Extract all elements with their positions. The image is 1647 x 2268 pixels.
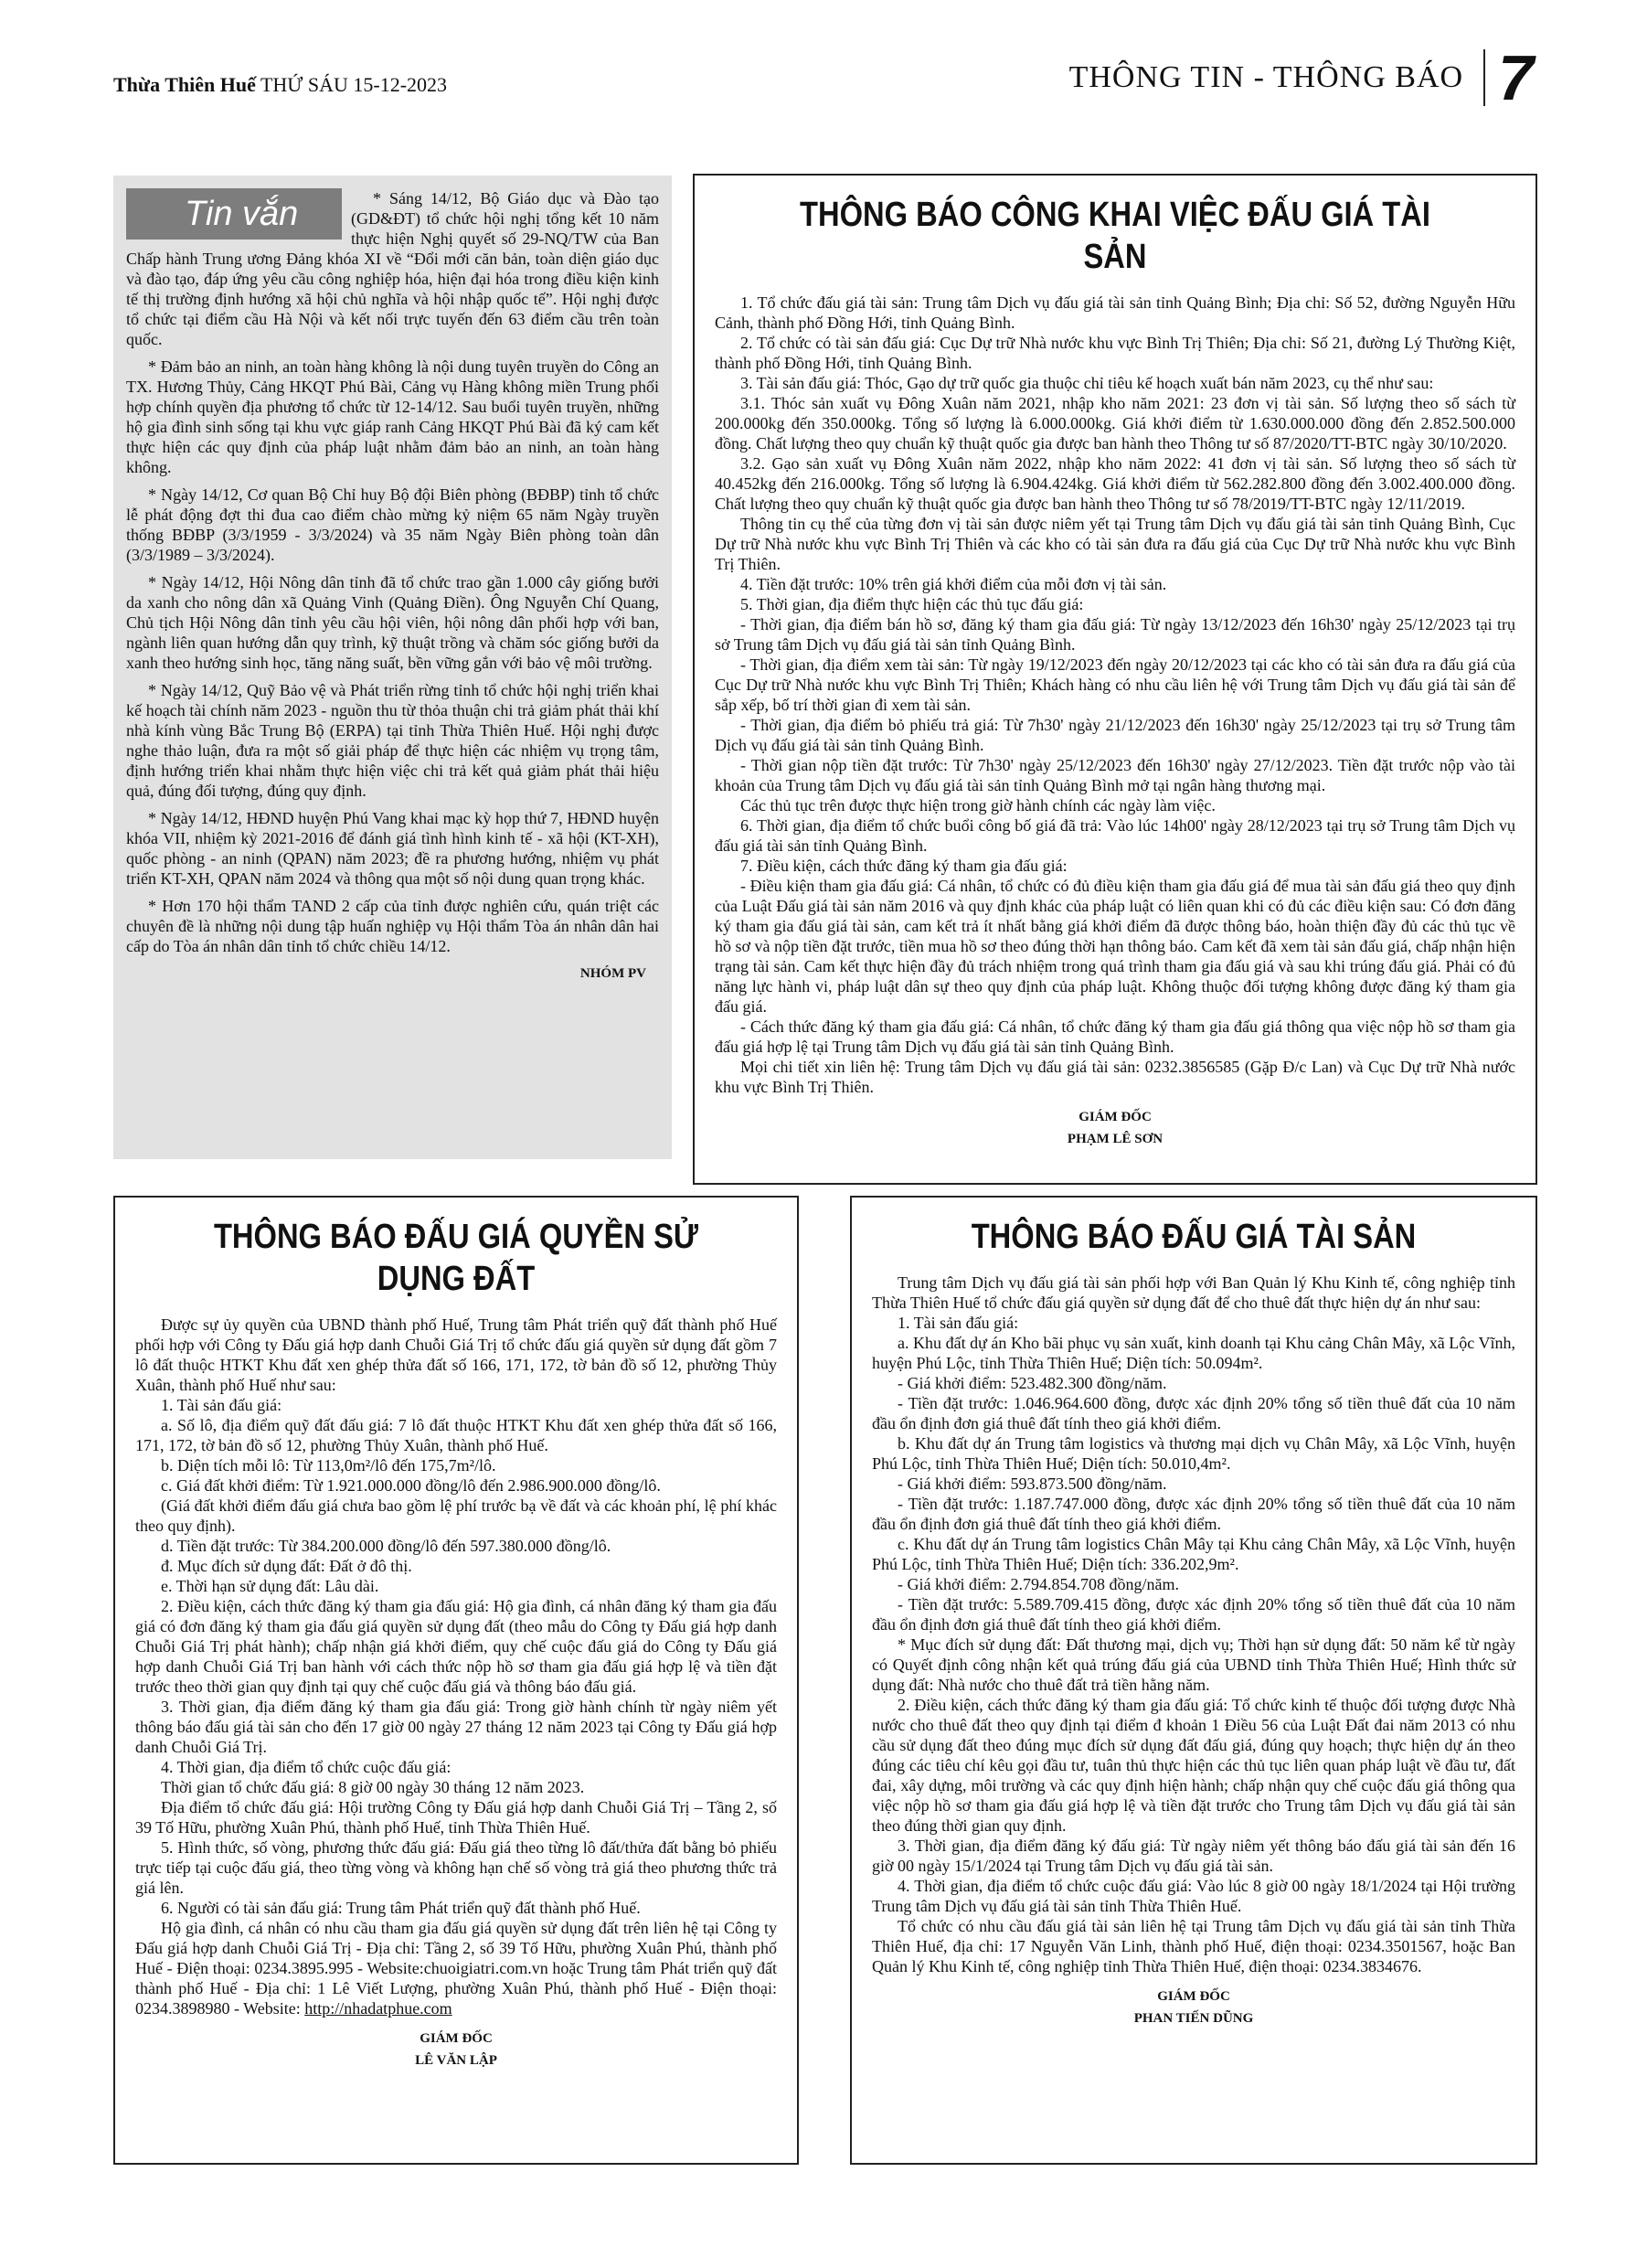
notice-body <box>135 1315 777 2018</box>
brief-item: * Ngày 14/12, Hội Nông dân tỉnh đã tổ chức trao gần 1.000 cây giống bưởi da xanh cho nông dân xã Quảng Vinh (Quảng Điền). Ông Nguyễn Chí Quang, Chủ tịch Hội Nông dân tỉnh yêu cầu hội viên, hội nông dân phối hợp với ban, ngành liên quan hướng dẫn quy trình, kỹ thuật trồng và chăm sóc giống bưởi da xanh theo hướng sinh học, tăng năng suất, bền vững gắn với bảo vệ môi trường. <box>126 573 659 672</box>
notice-paragraph: a. Khu đất dự án Kho bãi phục vụ sản xuất, kinh doanh tại Khu cảng Chân Mây, xã Lộc Vĩnh, huyện Phú Lộc, tỉnh Thừa Thiên Huế; Diện tích: 50.094m². <box>872 1334 1515 1372</box>
notice-paragraph: 4. Tiền đặt trước: 10% trên giá khởi điểm của mỗi đơn vị tài sản. <box>740 575 1167 593</box>
notice-public-auction-assets <box>693 174 1537 1185</box>
signature-title: GIÁM ĐỐC <box>420 2031 493 2046</box>
page-header-right <box>1068 42 1534 113</box>
header-divider <box>1483 49 1485 106</box>
notice-paragraph: 2. Điều kiện, cách thức đăng ký tham gia đấu giá: Hộ gia đình, cá nhân đăng ký tham gia đấu giá có đơn đăng ký tham gia đấu giá quyền sử dụng đất (theo mẫu do Công ty Đấu giá hợp danh Chuỗi Giá Trị phát hành); chấp nhận giá khởi điểm, quy chế cuộc đấu giá do Công ty Đấu giá hợp danh Chuỗi Giá Trị ban hành với cách thức nộp hồ sơ tham gia đấu giá hợp lệ và tiền đặt trước theo thời gian quy định tại quy chế cuộc đấu giá và thông báo đấu giá. <box>135 1597 777 1696</box>
brief-item: * Đảm bảo an ninh, an toàn hàng không là nội dung tuyên truyền do Công an TX. Hương Thủy, Cảng HKQT Phú Bài, Cảng vụ Hàng không miền Trung phối hợp chính quyền địa phương tổ chức từ 12-14/12. Sau buổi tuyên truyền, những hộ gia đình sinh sống tại khu vực giáp ranh Cảng HKQT Phú Bài đã ký cam kết thực hiện các quy định của pháp luật nhằm đảm bảo an ninh, an toàn hàng không. <box>126 357 659 476</box>
notice-body <box>872 1272 1515 1976</box>
notice-paragraph: (Giá đất khởi điểm đấu giá chưa bao gồm lệ phí trước bạ về đất và các khoản phí, lệ phí khác theo quy định). <box>135 1496 777 1535</box>
notice-paragraph: 2. Tổ chức có tài sản đấu giá: Cục Dự trữ Nhà nước khu vực Bình Trị Thiên; Địa chỉ: Số 21, đường Lý Thường Kiệt, thành phố Đồng Hới, tỉnh Quảng Bình. <box>715 334 1515 372</box>
notice-paragraph: 3. Thời gian, địa điểm đăng ký tham gia đấu giá: Trong giờ hành chính từ ngày niêm yết thông báo đấu giá tài sản cho đến 17 giờ 00 ngày 27 tháng 12 năm 2023 tại Công ty Đấu giá hợp danh Chuỗi Giá Trị. <box>135 1698 777 1756</box>
notice-paragraph: - Giá khởi điểm: 523.482.300 đồng/năm. <box>898 1374 1167 1392</box>
notice-land-use-auction <box>113 1196 799 2165</box>
page-header-left <box>113 73 447 97</box>
notice-signature <box>872 1986 1515 2029</box>
notice-paragraph: - Tiền đặt trước: 1.046.964.600 đồng, được xác định 20% tổng số tiền thuê đất của 10 năm đầu ổn định đơn giá thuê đất tính theo giá khởi điểm. <box>872 1394 1515 1432</box>
notice-title: THÔNG BÁO ĐẤU GIÁ QUYỀN SỬ DỤNG ĐẤT <box>213 1218 699 1298</box>
notice-paragraph: b. Khu đất dự án Trung tâm logistics và thương mại dịch vụ Chân Mây, xã Lộc Vĩnh, huyện Phú Lộc, tỉnh Thừa Thiên Huế; Diện tích: 50.010,4m². <box>872 1434 1515 1473</box>
brief-item: * Sáng 14/12, Bộ Giáo dục và Đào tạo (GD&ĐT) tổ chức hội nghị tổng kết 10 năm thực hiện Nghị quyết số 29-NQ/TW của Ban Chấp hành Trung ương Đảng khóa XI về “Đổi mới căn bản, toàn diện giáo dục và đào tạo, đáp ứng yêu cầu công nghiệp hóa, hiện đại hóa trong điều kiện kinh tế thị trường định hướng xã hội chủ nghĩa và hội nhập quốc tế”. Hội nghị được tổ chức tại điểm cầu Hà Nội và kết nối trực tuyến đến 63 điểm cầu trên toàn quốc. <box>126 189 659 348</box>
notice-paragraph: Mọi chi tiết xin liên hệ: Trung tâm Dịch vụ đấu giá tài sản: 0232.3856585 (Gặp Đ/c Lan) và Cục Dự trữ Nhà nước khu vực Bình Trị Thiên. <box>715 1058 1515 1096</box>
notice-paragraph: c. Khu đất dự án Trung tâm logistics Chân Mây tại Khu cảng Chân Mây, xã Lộc Vĩnh, huyện Phú Lộc, tỉnh Thừa Thiên Huế; Diện tích: 336.202,9m². <box>872 1535 1515 1573</box>
notice-paragraph: Các thủ tục trên được thực hiện trong giờ hành chính các ngày làm việc. <box>740 796 1216 815</box>
notice-paragraph: * Mục đích sử dụng đất: Đất thương mại, dịch vụ; Thời hạn sử dụng đất: 50 năm kể từ ngày có Quyết định công nhận kết quả trúng đấu giá của UBND tỉnh Thừa Thiên Huế; Hình thức sử dụng đất: Nhà nước cho thuê đất trả tiền hằng năm. <box>872 1635 1515 1694</box>
signature-title: GIÁM ĐỐC <box>1157 1989 1230 2004</box>
notice-paragraph: 2. Điều kiện, cách thức đăng ký tham gia đấu giá: Tổ chức kinh tế thuộc đối tượng được Nhà nước cho thuê đất theo quy định tại điểm đ khoản 1 Điều 56 của Luật Đất đai năm 2013 có nhu cầu sử dụng đất theo đúng mục đích sử dụng đất đấu giá, đúng quy hoạch; thực hiện dự án theo đúng các tiêu chí kêu gọi đầu tư, tuân thủ thực hiện các thủ tục liên quan pháp luật về đầu tư, đất đai, xây dựng, môi trường và các quy định hiện hành; chấp nhận quy chế cuộc đấu giá thông qua việc nộp hồ sơ tham gia đấu giá hợp lệ và tiền đặt trước cho Trung tâm Dịch vụ đấu giá tài sản theo đúng thời gian quy định. <box>872 1696 1515 1835</box>
signature-name: PHẠM LÊ SƠN <box>1067 1132 1164 1146</box>
newspaper-name: Thừa Thiên Huế <box>113 73 256 96</box>
brief-item: * Ngày 14/12, HĐND huyện Phú Vang khai mạc kỳ họp thứ 7, HĐND huyện khóa VII, nhiệm kỳ 2021-2016 để đánh giá tình hình kinh tế - xã hội (KT-XH), quốc phòng - an ninh (QPAN) năm 2023; đề ra phương hướng, nhiệm vụ phát triển KT-XH, QPAN năm 2024 và thông qua một số nội dung quan trọng khác. <box>126 809 659 888</box>
notice-paragraph: Được sự ủy quyền của UBND thành phố Huế, Trung tâm Phát triển quỹ đất thành phố Huế phối hợp với Công ty Đấu giá hợp danh Chuỗi Giá Trị tổ chức đấu giá quyền sử dụng đất gồm 7 lô đất thuộc HTKT Khu đất xen ghép thửa đất số 166, 171, 172, tờ bản đồ số 12, phường Thủy Xuân, thành phố Huế như sau: <box>135 1315 777 1394</box>
notice-paragraph: - Giá khởi điểm: 593.873.500 đồng/năm. <box>898 1475 1167 1493</box>
notice-paragraph: 1. Tổ chức đấu giá tài sản: Trung tâm Dịch vụ đấu giá tài sản tỉnh Quảng Bình; Địa chỉ: Số 52, đường Nguyễn Hữu Cảnh, thành phố Đồng Hới, tỉnh Quảng Bình. <box>715 293 1515 332</box>
news-briefs-label: Tin vắn <box>126 188 342 240</box>
notice-paragraph: e. Thời hạn sử dụng đất: Lâu dài. <box>161 1577 379 1595</box>
notice-paragraph: - Tiền đặt trước: 5.589.709.415 đồng, được xác định 20% tổng số tiền thuê đất của 10 năm đầu ổn định đơn giá thuê đất tính theo giá khởi điểm. <box>872 1595 1515 1634</box>
notice-title: THÔNG BÁO ĐẤU GIÁ TÀI SẢN <box>971 1218 1417 1256</box>
notice-paragraph: Thông tin cụ thể của từng đơn vị tài sản được niêm yết tại Trung tâm Dịch vụ đấu giá tài sản tỉnh Quảng Bình, Cục Dự trữ Nhà nước khu vực Bình Trị Thiên và các kho có tài sản đưa ra đấu giá của Cục Dự trữ Nhà nước khu vực Bình Trị Thiên. <box>715 515 1515 573</box>
notice-paragraph: a. Số lô, địa điểm quỹ đất đấu giá: 7 lô đất thuộc HTKT Khu đất xen ghép thửa đất số 166, 171, 172, tờ bản đồ số 12, phường Thủy Xuân, thành phố Huế. <box>135 1416 777 1454</box>
news-briefs-box <box>113 176 672 1159</box>
notice-paragraph: 1. Tài sản đấu giá: <box>161 1396 282 1414</box>
notice-paragraph: 4. Thời gian, địa điểm tổ chức cuộc đấu giá: <box>161 1758 452 1776</box>
signature-title: GIÁM ĐỐC <box>1079 1110 1152 1124</box>
notice-paragraph: - Tiền đặt trước: 1.187.747.000 đồng, được xác định 20% tổng số tiền thuê đất của 10 năm đầu ổn định đơn giá thuê đất tính theo giá khởi điểm. <box>872 1495 1515 1533</box>
notice-paragraph: đ. Mục đích sử dụng đất: Đất ở đô thị. <box>161 1557 412 1575</box>
notice-paragraph: d. Tiền đặt trước: Từ 384.200.000 đồng/lô đến 597.380.000 đồng/lô. <box>161 1537 611 1555</box>
notice-asset-auction <box>850 1196 1537 2165</box>
notice-paragraph: Trung tâm Dịch vụ đấu giá tài sản phối hợp với Ban Quản lý Khu Kinh tế, công nghiệp tỉnh Thừa Thiên Huế tổ chức đấu giá quyền sử dụng đất để cho thuê đất thực hiện dự án như sau: <box>872 1273 1515 1312</box>
notice-body <box>715 293 1515 1097</box>
notice-paragraph: Hộ gia đình, cá nhân có nhu cầu tham gia đấu giá quyền sử dụng đất trên liên hệ tại Công ty Đấu giá hợp danh Chuỗi Giá Trị - Địa chỉ: Tầng 2, số 39 Tố Hữu, phường Xuân Phú, thành phố Huế - Điện thoại: 0234.3895.995 - Website:chuoigiatri.com.vn hoặc Trung tâm Phát triển quỹ đất thành phố Huế - Địa chỉ: 1 Lê Viết Lượng, phường Xuân Phú, thành phố Huế - Điện thoại: 0234.3898980 - Website: http://nhadatphue.com <box>135 1919 777 2018</box>
brief-item: * Ngày 14/12, Cơ quan Bộ Chỉ huy Bộ đội Biên phòng (BĐBP) tỉnh tổ chức lễ phát động đợt thi đua cao điểm chào mừng kỷ niệm 65 năm Ngày truyền thống BĐBP (3/3/1959 - 3/3/2024) và 35 năm Ngày Biên phòng toàn dân (3/3/1989 – 3/3/2024). <box>126 485 659 564</box>
section-title: THÔNG TIN - THÔNG BÁO <box>1068 60 1464 94</box>
notice-paragraph: 3. Thời gian, địa điểm đăng ký đấu giá: Từ ngày niêm yết thông báo đấu giá tài sản đến 16 giờ 00 ngày 15/1/2024 tại Trung tâm Dịch vụ đấu giá tài sản. <box>872 1837 1515 1875</box>
notice-paragraph: 3.1. Thóc sản xuất vụ Đông Xuân năm 2021, nhập kho năm 2021: 23 đơn vị tài sản. Số lượng theo số sách từ 200.000kg đến 350.000kg. Tổng số lượng là 6.000.000kg. Giá khởi điểm từ 1.630.000.000 đồng đến 2.852.500.000 đồng. Chất lượng theo quy chuẩn kỹ thuật quốc gia được ban hành theo Thông tư số 87/2020/TT-BTC ngày 30/10/2020. <box>715 394 1515 453</box>
notice-paragraph: - Thời gian, địa điểm bán hồ sơ, đăng ký tham gia đấu giá: Từ ngày 13/12/2023 đến 16h30' ngày 25/12/2023 tại trụ sở Trung tâm Dịch vụ đấu giá tài sản tỉnh Quảng Bình. <box>715 615 1515 654</box>
signature-name: PHAN TIẾN DŨNG <box>1133 2011 1254 2026</box>
notice-paragraph: 5. Hình thức, số vòng, phương thức đấu giá: Đấu giá theo từng lô đất/thửa đất bằng bỏ phiếu trực tiếp tại cuộc đấu giá, theo từng vòng và không hạn chế số vòng trả giá theo phương thức trả giá lên. <box>135 1838 777 1897</box>
notice-paragraph: 6. Người có tài sản đấu giá: Trung tâm Phát triển quỹ đất thành phố Huế. <box>161 1899 641 1917</box>
notice-paragraph: Thời gian tổ chức đấu giá: 8 giờ 00 ngày 30 tháng 12 năm 2023. <box>161 1778 585 1796</box>
website-link[interactable]: http://nhadatphue.com <box>304 1999 452 2018</box>
notice-paragraph: 7. Điều kiện, cách thức đăng ký tham gia đấu giá: <box>740 857 1068 875</box>
notice-paragraph: b. Diện tích mỗi lô: Từ 113,0m²/lô đến 175,7m²/lô. <box>161 1456 496 1475</box>
notice-paragraph: 6. Thời gian, địa điểm tổ chức buổi công bố giá đã trả: Vào lúc 14h00' ngày 28/12/2023 tại trụ sở Trung tâm Dịch vụ đấu giá tài sản tỉnh Quảng Bình. <box>715 816 1515 855</box>
notice-title: THÔNG BÁO CÔNG KHAI VIỆC ĐẤU GIÁ TÀI SẢN <box>800 196 1430 276</box>
notice-paragraph: c. Giá đất khởi điểm: Từ 1.921.000.000 đồng/lô đến 2.986.900.000 đồng/lô. <box>161 1476 661 1495</box>
notice-paragraph: - Điều kiện tham gia đấu giá: Cá nhân, tổ chức có đủ điều kiện tham gia đấu giá để mua tài sản đấu giá theo quy định của Luật Đấu giá tài sản năm 2016 và quy định khác của pháp luật có liên quan khi có đủ các điều kiện sau: Có đơn đăng ký tham gia đấu giá tài sản, cam kết trả ít nhất bằng giá khởi điểm đã được thông báo, hoàn thiện đầy đủ các thủ tục về hồ sơ và nộp tiền đặt trước, tiền mua hồ sơ theo đúng thời hạn thông báo. Cam kết đã xem tài sản đấu giá, chấp nhận hiện trạng tài sản. Cam kết thực hiện đầy đủ trách nhiệm trong quá trình tham gia đấu giá và sau khi trúng đấu giá. Phải có đủ năng lực hành vi, pháp luật dân sự theo quy định của pháp luật. Không thuộc đối tượng không được đăng ký tham gia đấu giá. <box>715 877 1515 1016</box>
notice-paragraph: - Thời gian, địa điểm xem tài sản: Từ ngày 19/12/2023 đến ngày 20/12/2023 tại các kho có tài sản đưa ra đấu giá của Cục Dự trữ Nhà nước khu vực Bình Trị Thiên; Khách hàng có nhu cầu liên hệ với Trung tâm Dịch vụ đấu giá tài sản để sắp xếp, bố trí thời gian đi xem tài sản. <box>715 655 1515 714</box>
notice-paragraph: 5. Thời gian, địa điểm thực hiện các thủ tục đấu giá: <box>740 595 1084 613</box>
issue-date: THỨ SÁU 15-12-2023 <box>260 73 448 96</box>
notice-paragraph: - Giá khởi điểm: 2.794.854.708 đồng/năm. <box>898 1575 1179 1593</box>
notice-signature <box>715 1106 1515 1150</box>
signature-name: LÊ VĂN LẬP <box>415 2053 497 2068</box>
notice-paragraph: 1. Tài sản đấu giá: <box>898 1314 1019 1332</box>
notice-paragraph: - Cách thức đăng ký tham gia đấu giá: Cá nhân, tổ chức đăng ký tham gia đấu giá thông qua việc nộp hồ sơ tham gia đấu giá hợp lệ tại Trung tâm Dịch vụ đấu giá tài sản tỉnh Quảng Bình. <box>715 1017 1515 1056</box>
notice-paragraph: 3. Tài sản đấu giá: Thóc, Gạo dự trữ quốc gia thuộc chỉ tiêu kế hoạch xuất bán năm 2023, cụ thể như sau: <box>740 374 1434 392</box>
notice-signature <box>135 2028 777 2071</box>
notice-paragraph: - Thời gian nộp tiền đặt trước: Từ 7h30' ngày 25/12/2023 đến 16h30' ngày 27/12/2023. Tiền đặt trước nộp vào tài khoản của Trung tâm Dịch vụ đấu giá tài sản tỉnh Quảng Bình mở tại ngân hàng thương mại. <box>715 756 1515 794</box>
news-briefs-byline: NHÓM PV <box>579 966 646 981</box>
notice-paragraph: Tổ chức có nhu cầu đấu giá tài sản liên hệ tại Trung tâm Dịch vụ đấu giá tài sản tỉnh Thừa Thiên Huế, địa chỉ: 17 Nguyễn Văn Linh, thành phố Huế, điện thoại: 0234.3501567, hoặc Ban Quản lý Khu Kinh tế, công nghiệp tỉnh Thừa Thiên Huế, điện thoại: 0234.3834676. <box>872 1917 1515 1975</box>
notice-paragraph: Địa điểm tổ chức đấu giá: Hội trường Công ty Đấu giá hợp danh Chuỗi Giá Trị – Tầng 2, số 39 Tố Hữu, phường Xuân Phú, thành phố Huế, tỉnh Thừa Thiên Huế. <box>135 1798 777 1837</box>
page-number: 7 <box>1498 42 1534 113</box>
brief-item: * Ngày 14/12, Quỹ Bảo vệ và Phát triển rừng tỉnh tổ chức hội nghị triển khai kế hoạch tài chính năm 2023 - nguồn thu từ thỏa thuận chi trả giảm phát thải khí nhà kính vùng Bắc Trung Bộ (ERPA) tại tỉnh Thừa Thiên Huế. Hội nghị được nghe thảo luận, đưa ra một số giải pháp để thực hiện các nhiệm vụ trọng tâm, định hướng triển khai nhằm thực hiện việc chi trả kết quả giảm phát thải hiệu quả, đúng đối tượng, đúng quy định. <box>126 681 659 800</box>
brief-item: * Hơn 170 hội thẩm TAND 2 cấp của tỉnh được nghiên cứu, quán triệt các chuyên đề là những nội dung tập huấn nghiệp vụ Hội thẩm Tòa án nhân dân hai cấp do Tòa án nhân dân tỉnh tổ chức chiều 14/12. <box>126 897 659 955</box>
notice-paragraph: - Thời gian, địa điểm bỏ phiếu trả giá: Từ 7h30' ngày 21/12/2023 đến 16h30' ngày 25/12/2023 tại trụ sở Trung tâm Dịch vụ đấu giá tài sản tỉnh Quảng Bình. <box>715 716 1515 754</box>
notice-paragraph: 4. Thời gian, địa điểm tổ chức cuộc đấu giá: Vào lúc 8 giờ 00 ngày 18/1/2024 tại Hội trường Trung tâm Dịch vụ đấu giá tài sản tỉnh Thừa Thiên Huế. <box>872 1877 1515 1915</box>
notice-paragraph: 3.2. Gạo sản xuất vụ Đông Xuân năm 2022, nhập kho năm 2022: 41 đơn vị tài sản. Số lượng theo số sách từ 40.452kg đến 216.000kg. Tổng số lượng là 6.904.424kg. Giá khởi điểm từ 562.282.800 đồng đến 3.002.400.000 đồng. Chất lượng theo quy chuẩn kỹ thuật quốc gia được ban hành theo Thông tư số 78/2019/TT-BTC ngày 12/11/2019. <box>715 454 1515 513</box>
